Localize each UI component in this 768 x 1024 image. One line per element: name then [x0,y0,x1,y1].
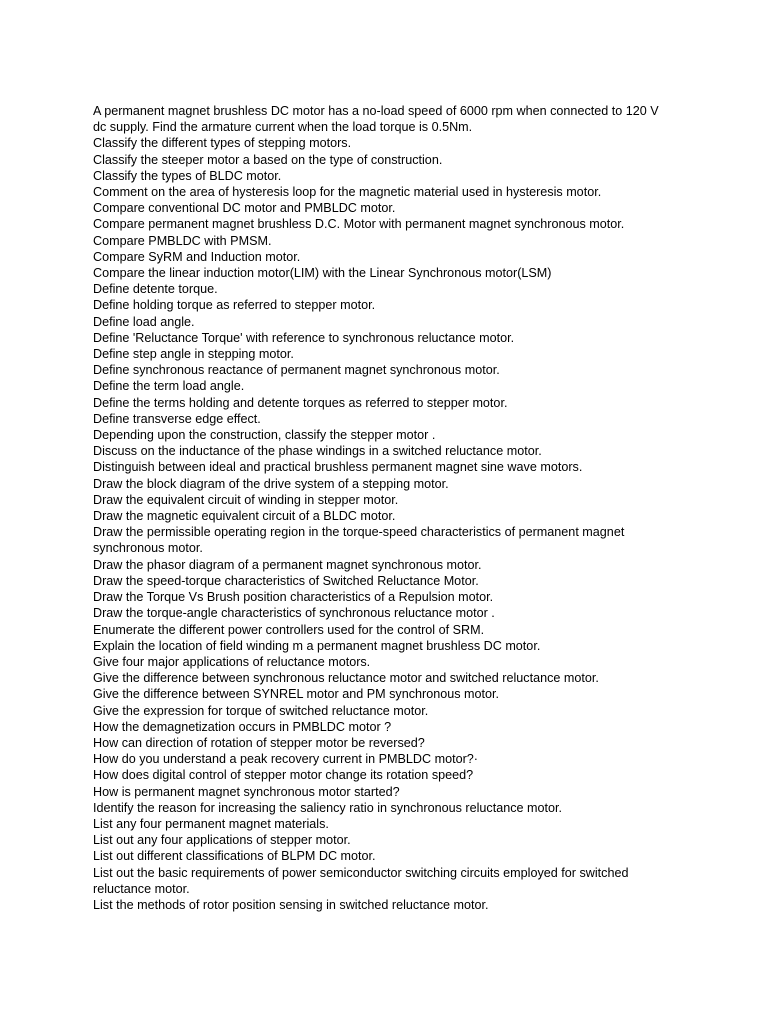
text-line: Define 'Reluctance Torque' with reference to synchronous reluctance motor. [93,330,515,345]
text-line: Define the term load angle. [93,379,245,394]
text-line: Compare permanent magnet brushless D.C. Motor with permanent magnet synchronous motor. [93,217,625,232]
text-line: Define step angle in stepping motor. [93,347,294,362]
text-line: Draw the Torque Vs Brush position characteristics of a Repulsion motor. [93,590,494,605]
text-line: Define detente torque. [93,282,218,297]
text-line: Compare PMBLDC with PMSM. [93,233,272,248]
text-line: Give the difference between SYNREL motor and PM synchronous motor. [93,687,500,702]
text-line: Draw the permissible operating region in the torque-speed characteristics of permanent magnet [93,525,625,540]
text-line: Give the expression for torque of switched reluctance motor. [93,703,429,718]
text-line: Draw the torque-angle characteristics of synchronous reluctance motor . [93,606,495,621]
text-line: Define the terms holding and detente torques as referred to stepper motor. [93,395,508,410]
text-line: Draw the magnetic equivalent circuit of a BLDC motor. [93,509,396,524]
text-line: List the methods of rotor position sensing in switched reluctance motor. [93,897,489,912]
text-line: Give four major applications of reluctance motors. [93,654,371,669]
text-line: How the demagnetization occurs in PMBLDC motor ? [93,719,392,734]
text-line: Comment on the area of hysteresis loop for the magnetic material used in hysteresis motor. [93,185,602,200]
text-line: Compare the linear induction motor(LIM) with the Linear Synchronous motor(LSM) [93,266,552,281]
text-line: How is permanent magnet synchronous motor started? [93,784,400,799]
text-line: dc supply. Find the armature current when the load torque is 0.5Nm. [93,120,473,135]
text-line: Discuss on the inductance of the phase windings in a switched reluctance motor. [93,444,542,459]
text-line: Explain the location of field winding m a permanent magnet brushless DC motor. [93,638,541,653]
text-line: Draw the phasor diagram of a permanent magnet synchronous motor. [93,557,482,572]
text-line: Enumerate the different power controllers used for the control of SRM. [93,622,485,637]
text-line: Draw the equivalent circuit of winding in stepper motor. [93,492,399,507]
text-line: Compare conventional DC motor and PMBLDC motor. [93,201,396,216]
text-line: Draw the speed-torque characteristics of Switched Reluctance Motor. [93,573,479,588]
text-line: List out any four applications of stepper motor. [93,833,351,848]
text-line: How do you understand a peak recovery current in PMBLDC motor?· [93,752,478,767]
text-line: Define synchronous reactance of permanent magnet synchronous motor. [93,363,500,378]
text-line: Classify the types of BLDC motor. [93,168,282,183]
text-line: Distinguish between ideal and practical brushless permanent magnet sine wave motors. [93,460,583,475]
text-line: synchronous motor. [93,541,203,556]
text-line: Compare SyRM and Induction motor. [93,249,301,264]
text-line: Depending upon the construction, classify the stepper motor . [93,428,436,443]
text-line: Define holding torque as referred to stepper motor. [93,298,376,313]
text-line: A permanent magnet brushless DC motor has a no-load speed of 6000 rpm when connected to 120 V [93,104,659,118]
text-line: Classify the steeper motor a based on the type of construction. [93,152,443,167]
text-line: List out the basic requirements of power semiconductor switching circuits employed for switched [93,865,629,880]
text-line: Define transverse edge effect. [93,411,261,426]
text-line: Identify the reason for increasing the saliency ratio in synchronous reluctance motor. [93,800,563,815]
text-line: List out different classifications of BLPM DC motor. [93,849,376,864]
text-line: reluctance motor. [93,881,190,896]
text-line: List any four permanent magnet materials. [93,816,329,831]
question-list [93,103,683,913]
text-line: How does digital control of stepper motor change its rotation speed? [93,768,474,783]
text-line: Draw the block diagram of the drive system of a stepping motor. [93,476,449,491]
text-line: Give the difference between synchronous reluctance motor and switched reluctance motor. [93,671,599,686]
text-line: Define load angle. [93,314,195,329]
text-line: How can direction of rotation of stepper motor be reversed? [93,735,425,750]
text-line: Classify the different types of stepping motors. [93,136,352,151]
